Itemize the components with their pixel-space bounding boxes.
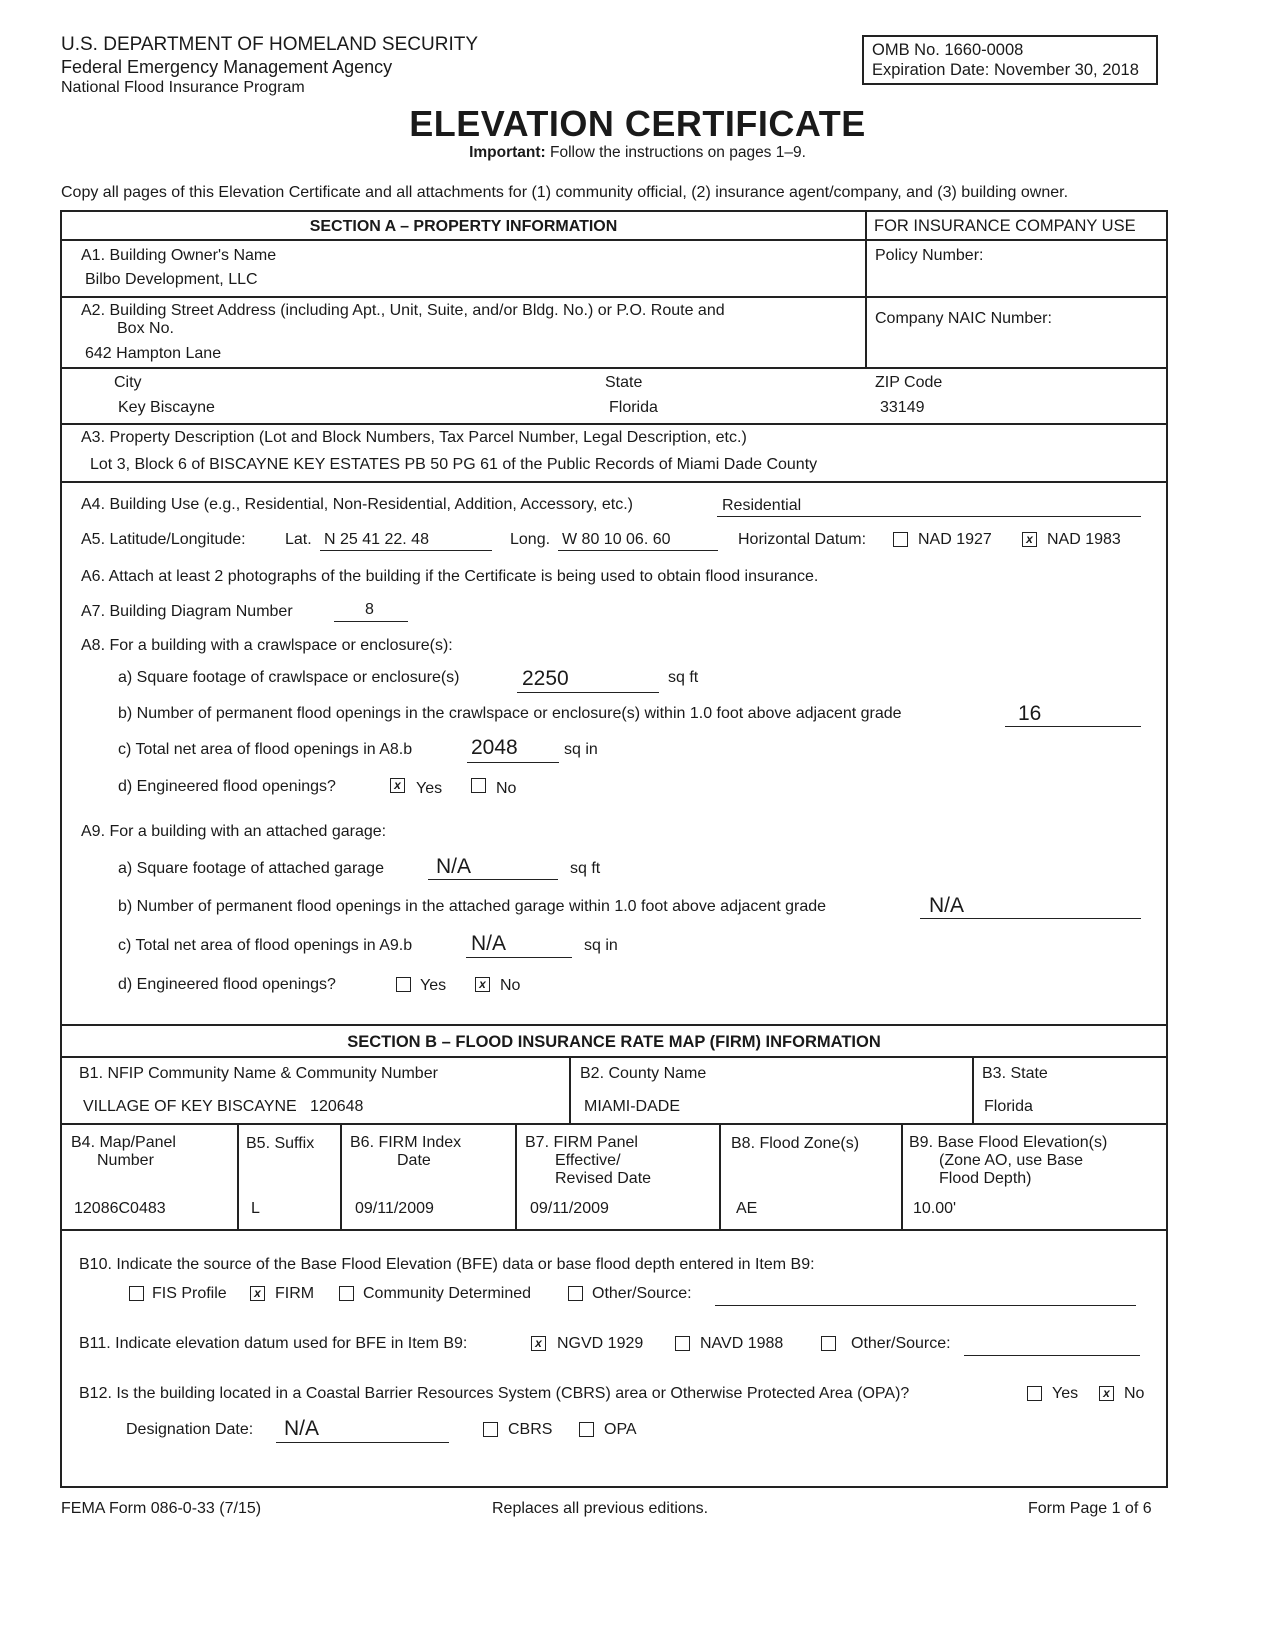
- a8d-label: d) Engineered flood openings?: [118, 778, 336, 795]
- b1-label: B1. NFIP Community Name & Community Number: [79, 1065, 438, 1082]
- divider: [237, 1123, 239, 1229]
- divider: [865, 212, 867, 367]
- page-number: Form Page 1 of 6: [1028, 1500, 1152, 1517]
- divider: [62, 367, 1166, 369]
- a8c-unit: sq in: [564, 741, 598, 758]
- b9-label-line: B9. Base Flood Elevation(s): [909, 1134, 1108, 1151]
- b4-label-line: B4. Map/Panel: [71, 1134, 176, 1151]
- a9d-yes-checkbox[interactable]: [396, 977, 411, 992]
- b7-label: [525, 1134, 651, 1188]
- b6-label-line: Date: [397, 1152, 431, 1169]
- long-underline: [558, 550, 718, 551]
- a8d-yes-checkbox[interactable]: x: [390, 778, 405, 793]
- b12-no-label: No: [1124, 1385, 1145, 1402]
- a8c-net-area[interactable]: 2048: [471, 736, 518, 759]
- divider: [62, 1123, 1166, 1125]
- b9-base-flood-elevation[interactable]: 10.00': [913, 1200, 957, 1217]
- a5-long-label: Long.: [510, 531, 551, 548]
- a8c-underline: [467, 762, 559, 763]
- b8-label: B8. Flood Zone(s): [731, 1135, 860, 1152]
- b5-suffix[interactable]: L: [251, 1200, 260, 1217]
- a8a-label: a) Square footage of crawlspace or enclosure(s): [118, 669, 460, 686]
- b6-firm-index-date[interactable]: 09/11/2009: [355, 1200, 434, 1217]
- a9a-garage-sqft[interactable]: N/A: [436, 855, 472, 878]
- page-title: ELEVATION CERTIFICATE: [409, 103, 866, 144]
- b11-navd-1988-label: NAVD 1988: [700, 1335, 784, 1352]
- b11-navd-1988-checkbox[interactable]: [675, 1336, 690, 1351]
- divider: [62, 481, 1166, 483]
- b10-firm-checkbox[interactable]: x: [250, 1286, 265, 1301]
- divider: [515, 1123, 517, 1229]
- lat-underline: [320, 550, 492, 551]
- opa-label: OPA: [604, 1421, 637, 1438]
- a4-building-use[interactable]: Residential: [722, 497, 802, 514]
- a9b-underline: [920, 918, 1141, 919]
- divider: [972, 1056, 974, 1123]
- a2-label: A2. Building Street Address (including Apt., Unit, Suite, and/or Bldg. No.) or P.O. Route and: [81, 302, 725, 319]
- nad-1983-checkbox[interactable]: x: [1022, 532, 1037, 547]
- b12-yes-checkbox[interactable]: [1027, 1386, 1042, 1401]
- copy-instruction: Copy all pages of this Elevation Certificate and all attachments for (1) community official, (2) insurance agent/company, and (3) building owner.: [61, 184, 1069, 201]
- b11-other-source-checkbox[interactable]: [821, 1336, 836, 1351]
- b9-label: [909, 1134, 1107, 1188]
- cbrs-checkbox[interactable]: [483, 1422, 498, 1437]
- divider: [901, 1123, 903, 1229]
- b7-firm-panel-date[interactable]: 09/11/2009: [530, 1200, 609, 1217]
- a9b-flood-openings[interactable]: N/A: [929, 894, 965, 917]
- b12-label: B12. Is the building located in a Coastal Barrier Resources System (CBRS) area or Otherwise Protected Area (OPA)?: [79, 1385, 910, 1402]
- a8a-underline: [517, 692, 659, 693]
- important-text: Follow the instructions on pages 1–9.: [545, 144, 806, 161]
- state-field[interactable]: Florida: [609, 399, 658, 416]
- expiration-date: Expiration Date: November 30, 2018: [872, 61, 1139, 79]
- b4-map-panel-number[interactable]: 12086C0483: [74, 1200, 166, 1217]
- divider: [62, 296, 1166, 298]
- a7-diagram-number[interactable]: 8: [365, 601, 374, 618]
- b11-label: B11. Indicate elevation datum used for BFE in Item B9:: [79, 1335, 468, 1352]
- b10-fis-profile-label: FIS Profile: [152, 1285, 227, 1302]
- a9d-label: d) Engineered flood openings?: [118, 976, 336, 993]
- divider: [62, 1056, 1166, 1058]
- omb-box: [862, 35, 1158, 85]
- replaces-note: Replaces all previous editions.: [492, 1500, 709, 1517]
- a8c-label: c) Total net area of flood openings in A8.b: [118, 741, 413, 758]
- b10-underline: [715, 1305, 1136, 1306]
- section-b-title: SECTION B – FLOOD INSURANCE RATE MAP (FIRM) INFORMATION: [347, 1033, 881, 1051]
- a8b-underline: [1005, 726, 1141, 727]
- state-label: State: [605, 374, 643, 391]
- designation-underline: [276, 1442, 449, 1443]
- policy-number-field[interactable]: [875, 268, 1155, 288]
- nad-1927-checkbox[interactable]: [893, 532, 908, 547]
- a5-label: A5. Latitude/Longitude:: [81, 531, 246, 548]
- a8b-label: b) Number of permanent flood openings in the crawlspace or enclosure(s) within 1.0 foot above adjacent grade: [118, 705, 902, 722]
- b8-flood-zone[interactable]: AE: [736, 1200, 758, 1217]
- a5-latitude[interactable]: N 25 41 22. 48: [324, 531, 429, 548]
- b10-other-source-checkbox[interactable]: [568, 1286, 583, 1301]
- a3-property-description[interactable]: Lot 3, Block 6 of BISCAYNE KEY ESTATES PB 50 PG 61 of the Public Records of Miami Dade County: [90, 456, 818, 473]
- divider: [340, 1123, 342, 1229]
- b9-label-line: Flood Depth): [939, 1170, 1032, 1187]
- b6-label-line: B6. FIRM Index: [350, 1134, 462, 1151]
- designation-date-label: Designation Date:: [126, 1421, 254, 1438]
- a9c-unit: sq in: [584, 937, 618, 954]
- a2-label-cont: Box No.: [117, 320, 174, 337]
- b3-label: B3. State: [982, 1065, 1048, 1082]
- a8d-no-label: No: [496, 780, 517, 797]
- b7-label-line: B7. FIRM Panel: [525, 1134, 638, 1151]
- a9d-no-label: No: [500, 977, 521, 994]
- divider: [719, 1123, 721, 1229]
- b10-label: B10. Indicate the source of the Base Flood Elevation (BFE) data or base flood depth entered in Item B9:: [79, 1256, 815, 1273]
- a9d-no-checkbox[interactable]: x: [475, 977, 490, 992]
- omb-number: OMB No. 1660-0008: [872, 41, 1024, 59]
- a2-street-address[interactable]: 642 Hampton Lane: [85, 345, 222, 362]
- b1-community-name-number[interactable]: VILLAGE OF KEY BISCAYNE 120648: [83, 1098, 364, 1115]
- b11-underline: [964, 1355, 1140, 1356]
- divider: [62, 1229, 1166, 1231]
- b11-ngvd-1929-label: NGVD 1929: [557, 1335, 644, 1352]
- b11-ngvd-1929-checkbox[interactable]: x: [531, 1336, 546, 1351]
- a8d-no-checkbox[interactable]: [471, 778, 486, 793]
- a9c-label: c) Total net area of flood openings in A9.b: [118, 937, 413, 954]
- b7-label-line: Revised Date: [555, 1170, 652, 1187]
- a4-underline: [717, 516, 1141, 517]
- divider: [62, 1024, 1166, 1026]
- a9a-label: a) Square footage of attached garage: [118, 860, 384, 877]
- b4-label-line: Number: [97, 1152, 154, 1169]
- city-field[interactable]: Key Biscayne: [118, 399, 215, 416]
- a9c-underline: [466, 957, 572, 958]
- b10-fis-profile-checkbox[interactable]: [129, 1286, 144, 1301]
- b9-label-line: (Zone AO, use Base: [939, 1152, 1084, 1169]
- a8-label: A8. For a building with a crawlspace or enclosure(s):: [81, 637, 453, 654]
- a9c-net-area[interactable]: N/A: [471, 932, 507, 955]
- naic-number-label: Company NAIC Number:: [875, 310, 1052, 327]
- b2-county-name[interactable]: MIAMI-DADE: [584, 1098, 680, 1115]
- a5-lat-label: Lat.: [285, 531, 312, 548]
- form-frame: [60, 210, 1168, 1488]
- b7-label-line: Effective/: [555, 1152, 621, 1169]
- divider: [62, 423, 1166, 425]
- a9a-underline: [428, 879, 558, 880]
- nad-1983-label: NAD 1983: [1047, 531, 1121, 548]
- a8a-unit: sq ft: [668, 669, 699, 686]
- b11-other-source-field[interactable]: [968, 1334, 1138, 1354]
- b12-yes-label: Yes: [1052, 1385, 1079, 1402]
- zip-field[interactable]: 33149: [880, 399, 925, 416]
- b10-other-source-field[interactable]: [719, 1284, 1134, 1304]
- insurance-use-header: FOR INSURANCE COMPANY USE: [874, 217, 1136, 235]
- a5-longitude[interactable]: W 80 10 06. 60: [562, 531, 671, 548]
- department-name: U.S. DEPARTMENT OF HOMELAND SECURITY: [61, 34, 478, 55]
- b10-community-determined-checkbox[interactable]: [339, 1286, 354, 1301]
- a9b-label: b) Number of permanent flood openings in the attached garage within 1.0 foot above adjacent grade: [118, 898, 827, 915]
- b10-community-determined-label: Community Determined: [363, 1285, 532, 1302]
- b5-label: B5. Suffix: [246, 1135, 315, 1152]
- policy-number-label: Policy Number:: [875, 247, 984, 264]
- a1-building-owner-name[interactable]: Bilbo Development, LLC: [85, 271, 258, 288]
- a8b-flood-openings[interactable]: 16: [1018, 702, 1042, 725]
- b3-state[interactable]: Florida: [984, 1098, 1033, 1115]
- divider: [569, 1056, 571, 1123]
- a9d-yes-label: Yes: [420, 977, 447, 994]
- a4-label: A4. Building Use (e.g., Residential, Non-Residential, Addition, Accessory, etc.): [81, 496, 633, 513]
- opa-checkbox[interactable]: [579, 1422, 594, 1437]
- b2-label: B2. County Name: [580, 1065, 707, 1082]
- designation-date-field[interactable]: N/A: [284, 1417, 320, 1440]
- a5-datum-label: Horizontal Datum:: [738, 531, 867, 548]
- naic-number-field[interactable]: [875, 334, 1155, 354]
- section-a-title: SECTION A – PROPERTY INFORMATION: [309, 218, 618, 235]
- important-label: Important:: [469, 144, 546, 161]
- a1-label: A1. Building Owner's Name: [81, 247, 277, 264]
- city-label: City: [114, 374, 142, 391]
- a6-text: A6. Attach at least 2 photographs of the building if the Certificate is being used to obtain flood insurance.: [81, 568, 819, 585]
- a8a-crawlspace-sqft[interactable]: 2250: [522, 667, 569, 690]
- nad-1927-label: NAD 1927: [918, 531, 992, 548]
- zip-label: ZIP Code: [875, 374, 943, 391]
- cbrs-label: CBRS: [508, 1421, 553, 1438]
- b4-label: [71, 1134, 176, 1170]
- important-note: [0, 144, 1275, 162]
- program-name: National Flood Insurance Program: [61, 79, 305, 96]
- b11-other-source-label: Other/Source:: [851, 1335, 951, 1352]
- a9-label: A9. For a building with an attached garage:: [81, 823, 387, 840]
- a3-label: A3. Property Description (Lot and Block Numbers, Tax Parcel Number, Legal Description, etc.): [81, 429, 747, 446]
- form-number: FEMA Form 086-0-33 (7/15): [61, 1500, 262, 1517]
- b12-no-checkbox[interactable]: x: [1099, 1386, 1114, 1401]
- a8d-yes-label: Yes: [416, 780, 443, 797]
- b10-other-source-label: Other/Source:: [592, 1285, 692, 1302]
- a7-underline: [334, 621, 408, 622]
- agency-name: Federal Emergency Management Agency: [61, 57, 393, 77]
- a7-label: A7. Building Diagram Number: [81, 603, 293, 620]
- a9a-unit: sq ft: [570, 860, 601, 877]
- divider: [62, 239, 1166, 241]
- b6-label: [350, 1134, 461, 1170]
- b10-firm-label: FIRM: [275, 1285, 315, 1302]
